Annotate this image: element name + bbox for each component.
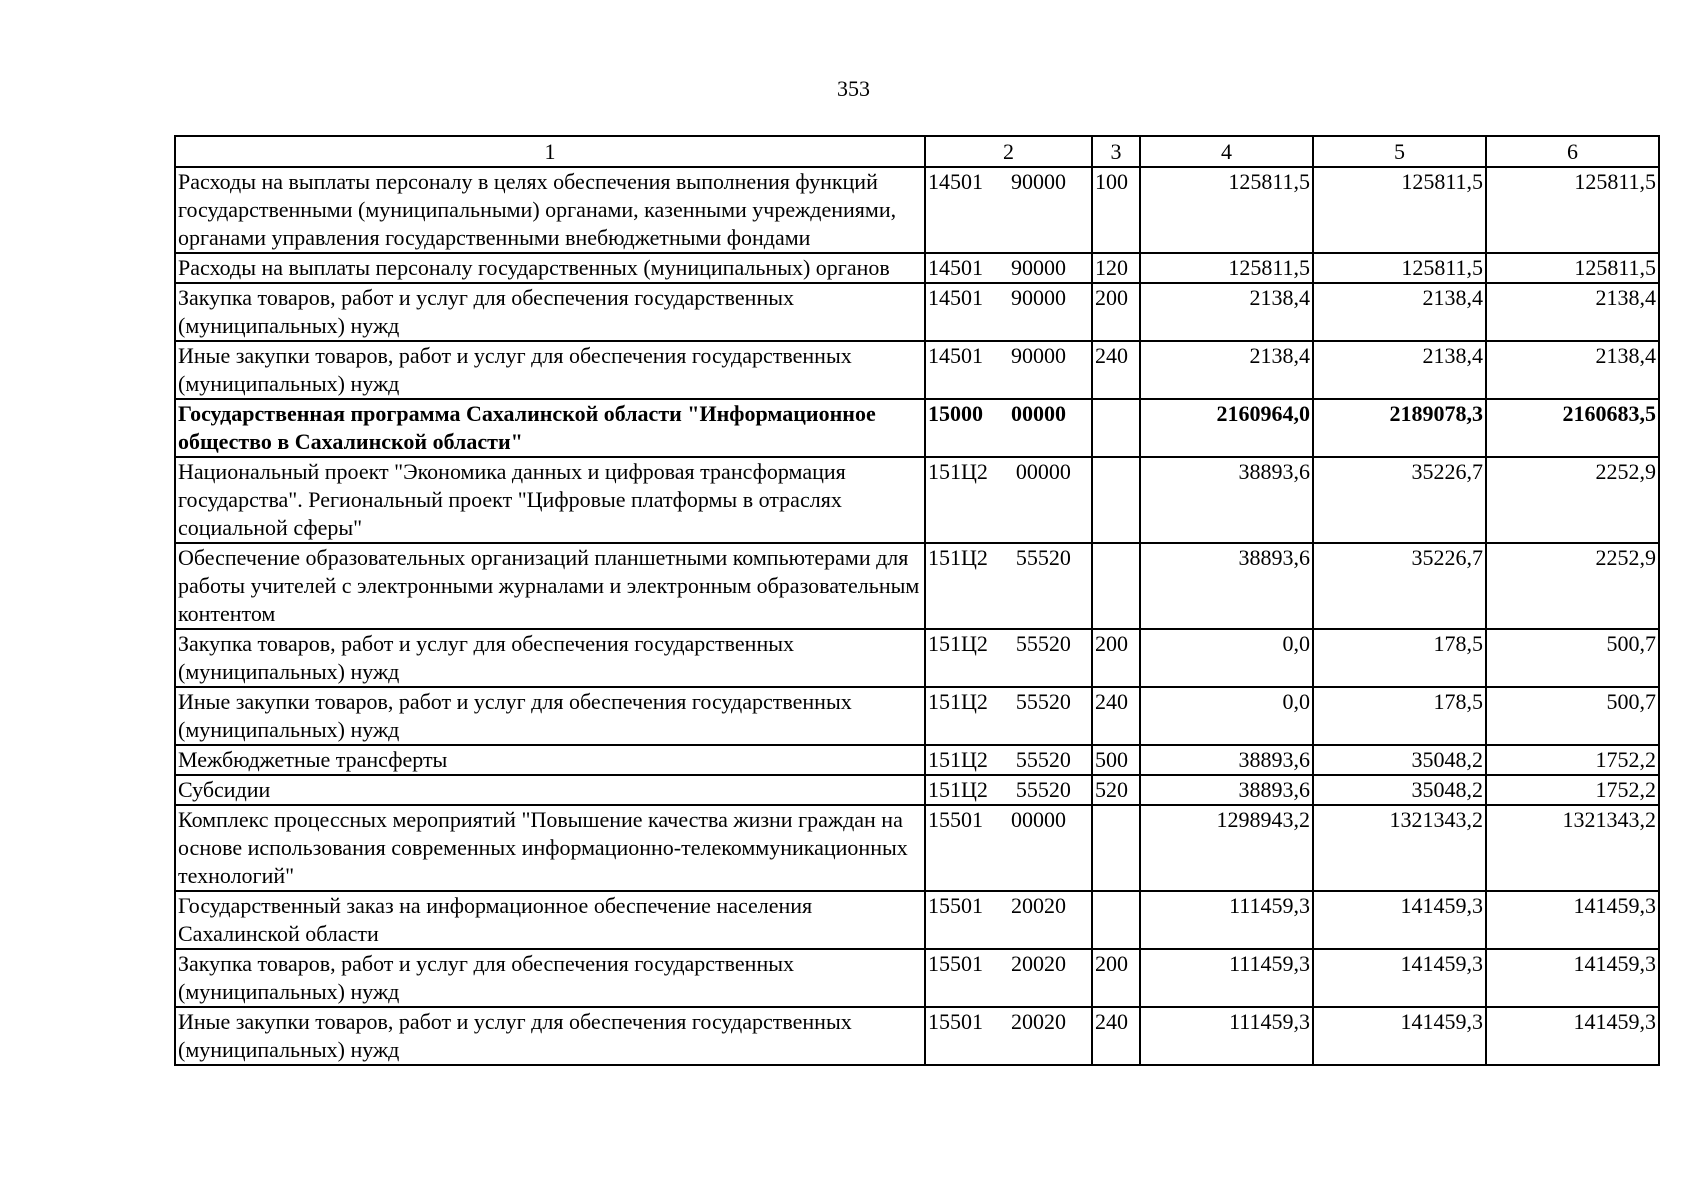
row-value-col5: 35226,7	[1313, 457, 1486, 543]
row-value-col6: 2138,4	[1486, 283, 1659, 341]
row-value-col4: 38893,6	[1140, 775, 1313, 805]
row-value-col5: 35048,2	[1313, 775, 1486, 805]
row-code-program: 151Ц2	[928, 777, 988, 802]
row-value-col4: 111459,3	[1140, 949, 1313, 1007]
row-value-col4: 38893,6	[1140, 543, 1313, 629]
row-value-col4: 2160964,0	[1140, 399, 1313, 457]
row-name: Иные закупки товаров, работ и услуг для обеспечения государственных (муниципальных) нужд	[175, 687, 925, 745]
row-code-direction: 00000	[1015, 459, 1071, 484]
table-row	[175, 629, 1659, 687]
row-code-direction: 90000	[1011, 343, 1066, 368]
row-code-direction: 55520	[1015, 545, 1071, 570]
row-name: Иные закупки товаров, работ и услуг для обеспечения государственных (муниципальных) нужд	[175, 1007, 925, 1065]
row-code	[925, 283, 1092, 341]
row-code	[925, 1007, 1092, 1065]
row-value-col6: 2252,9	[1486, 457, 1659, 543]
row-code	[925, 891, 1092, 949]
header-row	[175, 136, 1659, 167]
row-code	[925, 167, 1092, 253]
row-value-col6: 141459,3	[1486, 1007, 1659, 1065]
row-code	[925, 253, 1092, 283]
table-row	[175, 457, 1659, 543]
row-expense-type	[1092, 457, 1140, 543]
row-value-col5: 141459,3	[1313, 891, 1486, 949]
row-name: Закупка товаров, работ и услуг для обеспечения государственных (муниципальных) нужд	[175, 283, 925, 341]
row-code-program: 14501	[928, 343, 983, 368]
row-code-direction: 20020	[1011, 951, 1066, 976]
row-value-col6: 141459,3	[1486, 949, 1659, 1007]
row-code-direction: 90000	[1011, 285, 1066, 310]
row-code-program: 14501	[928, 255, 983, 280]
row-code	[925, 687, 1092, 745]
row-expense-type: 500	[1092, 745, 1140, 775]
row-value-col4: 38893,6	[1140, 745, 1313, 775]
row-value-col5: 141459,3	[1313, 949, 1486, 1007]
row-code-program: 151Ц2	[928, 747, 988, 772]
row-code	[925, 341, 1092, 399]
row-value-col5: 2189078,3	[1313, 399, 1486, 457]
table-row	[175, 253, 1659, 283]
row-code-program: 15501	[928, 951, 983, 976]
row-value-col5: 2138,4	[1313, 283, 1486, 341]
row-code-direction: 00000	[1011, 401, 1066, 426]
row-value-col4: 0,0	[1140, 687, 1313, 745]
row-value-col5: 35048,2	[1313, 745, 1486, 775]
row-value-col6: 125811,5	[1486, 167, 1659, 253]
row-name: Обеспечение образовательных организаций планшетными компьютерами для работы учителей с электронными журналами и электронным образовательным контентом	[175, 543, 925, 629]
row-value-col6: 500,7	[1486, 629, 1659, 687]
row-value-col6: 2160683,5	[1486, 399, 1659, 457]
column-header-5: 5	[1313, 136, 1486, 167]
table-row	[175, 283, 1659, 341]
row-value-col5: 141459,3	[1313, 1007, 1486, 1065]
row-code-program: 14501	[928, 285, 983, 310]
row-code-direction: 20020	[1011, 893, 1066, 918]
row-code-direction: 55520	[1015, 777, 1071, 802]
row-value-col5: 125811,5	[1313, 167, 1486, 253]
row-code	[925, 805, 1092, 891]
table-row	[175, 1007, 1659, 1065]
row-name: Национальный проект "Экономика данных и цифровая трансформация государства". Региональный проект "Цифровые платформы в отраслях социальной сферы"	[175, 457, 925, 543]
row-value-col4: 111459,3	[1140, 1007, 1313, 1065]
row-value-col5: 35226,7	[1313, 543, 1486, 629]
row-code-direction: 00000	[1011, 807, 1066, 832]
row-code-direction: 90000	[1011, 255, 1066, 280]
row-value-col4: 0,0	[1140, 629, 1313, 687]
row-code-program: 14501	[928, 169, 983, 194]
row-expense-type: 200	[1092, 629, 1140, 687]
row-code	[925, 745, 1092, 775]
row-value-col6: 1752,2	[1486, 775, 1659, 805]
row-expense-type	[1092, 399, 1140, 457]
row-expense-type: 120	[1092, 253, 1140, 283]
row-name: Расходы на выплаты персоналу в целях обеспечения выполнения функций государственными (муниципальными) органами, казенными учреждениями, органами управления государственными внебюджетными фондами	[175, 167, 925, 253]
row-name: Межбюджетные трансферты	[175, 745, 925, 775]
page-number: 353	[837, 76, 870, 101]
row-expense-type: 240	[1092, 341, 1140, 399]
row-code-program: 151Ц2	[928, 545, 988, 570]
table-row	[175, 399, 1659, 457]
row-value-col6: 2138,4	[1486, 341, 1659, 399]
row-code-program: 15501	[928, 807, 983, 832]
column-header-3: 3	[1092, 136, 1140, 167]
row-code	[925, 543, 1092, 629]
row-expense-type	[1092, 543, 1140, 629]
row-value-col5: 125811,5	[1313, 253, 1486, 283]
row-code-program: 151Ц2	[928, 631, 988, 656]
column-header-1: 1	[175, 136, 925, 167]
row-code	[925, 457, 1092, 543]
row-value-col6: 2252,9	[1486, 543, 1659, 629]
row-value-col6: 1752,2	[1486, 745, 1659, 775]
table-row	[175, 745, 1659, 775]
row-value-col4: 125811,5	[1140, 167, 1313, 253]
column-header-2: 2	[925, 136, 1092, 167]
row-value-col4: 1298943,2	[1140, 805, 1313, 891]
column-header-6: 6	[1486, 136, 1659, 167]
table-body	[175, 167, 1659, 1065]
table-row	[175, 167, 1659, 253]
row-code	[925, 949, 1092, 1007]
row-value-col4: 125811,5	[1140, 253, 1313, 283]
row-name: Закупка товаров, работ и услуг для обеспечения государственных (муниципальных) нужд	[175, 949, 925, 1007]
row-name: Государственная программа Сахалинской области "Информационное общество в Сахалинской области"	[175, 399, 925, 457]
row-expense-type: 200	[1092, 283, 1140, 341]
row-name: Закупка товаров, работ и услуг для обеспечения государственных (муниципальных) нужд	[175, 629, 925, 687]
row-code-program: 15501	[928, 1009, 983, 1034]
row-value-col6: 141459,3	[1486, 891, 1659, 949]
row-value-col6: 125811,5	[1486, 253, 1659, 283]
row-code-direction: 55520	[1015, 747, 1071, 772]
row-code-direction: 55520	[1015, 631, 1071, 656]
row-code	[925, 399, 1092, 457]
row-expense-type: 520	[1092, 775, 1140, 805]
row-name: Иные закупки товаров, работ и услуг для обеспечения государственных (муниципальных) нужд	[175, 341, 925, 399]
row-value-col4: 2138,4	[1140, 341, 1313, 399]
row-value-col4: 111459,3	[1140, 891, 1313, 949]
table-row	[175, 543, 1659, 629]
row-expense-type: 240	[1092, 1007, 1140, 1065]
row-expense-type: 100	[1092, 167, 1140, 253]
table-row	[175, 805, 1659, 891]
row-code-program: 15501	[928, 893, 983, 918]
row-value-col6: 500,7	[1486, 687, 1659, 745]
row-code	[925, 629, 1092, 687]
row-code-program: 15000	[928, 401, 983, 426]
row-expense-type: 200	[1092, 949, 1140, 1007]
row-code-program: 151Ц2	[928, 459, 988, 484]
table-row	[175, 775, 1659, 805]
row-value-col6: 1321343,2	[1486, 805, 1659, 891]
row-value-col5: 1321343,2	[1313, 805, 1486, 891]
table-row	[175, 687, 1659, 745]
table-row	[175, 341, 1659, 399]
table-row	[175, 891, 1659, 949]
column-header-4: 4	[1140, 136, 1313, 167]
budget-table	[174, 135, 1660, 1066]
row-code	[925, 775, 1092, 805]
row-value-col4: 2138,4	[1140, 283, 1313, 341]
row-name: Государственный заказ на информационное обеспечение населения Сахалинской области	[175, 891, 925, 949]
row-code-program: 151Ц2	[928, 689, 988, 714]
row-value-col5: 2138,4	[1313, 341, 1486, 399]
row-name: Субсидии	[175, 775, 925, 805]
row-name: Расходы на выплаты персоналу государственных (муниципальных) органов	[175, 253, 925, 283]
row-code-direction: 20020	[1011, 1009, 1066, 1034]
table-row	[175, 949, 1659, 1007]
row-expense-type: 240	[1092, 687, 1140, 745]
row-value-col5: 178,5	[1313, 629, 1486, 687]
row-expense-type	[1092, 805, 1140, 891]
row-code-direction: 90000	[1011, 169, 1066, 194]
row-name: Комплекс процессных мероприятий "Повышение качества жизни граждан на основе использования современных информационно-телекоммуникационных технологий"	[175, 805, 925, 891]
row-expense-type	[1092, 891, 1140, 949]
row-value-col4: 38893,6	[1140, 457, 1313, 543]
row-code-direction: 55520	[1015, 689, 1071, 714]
row-value-col5: 178,5	[1313, 687, 1486, 745]
